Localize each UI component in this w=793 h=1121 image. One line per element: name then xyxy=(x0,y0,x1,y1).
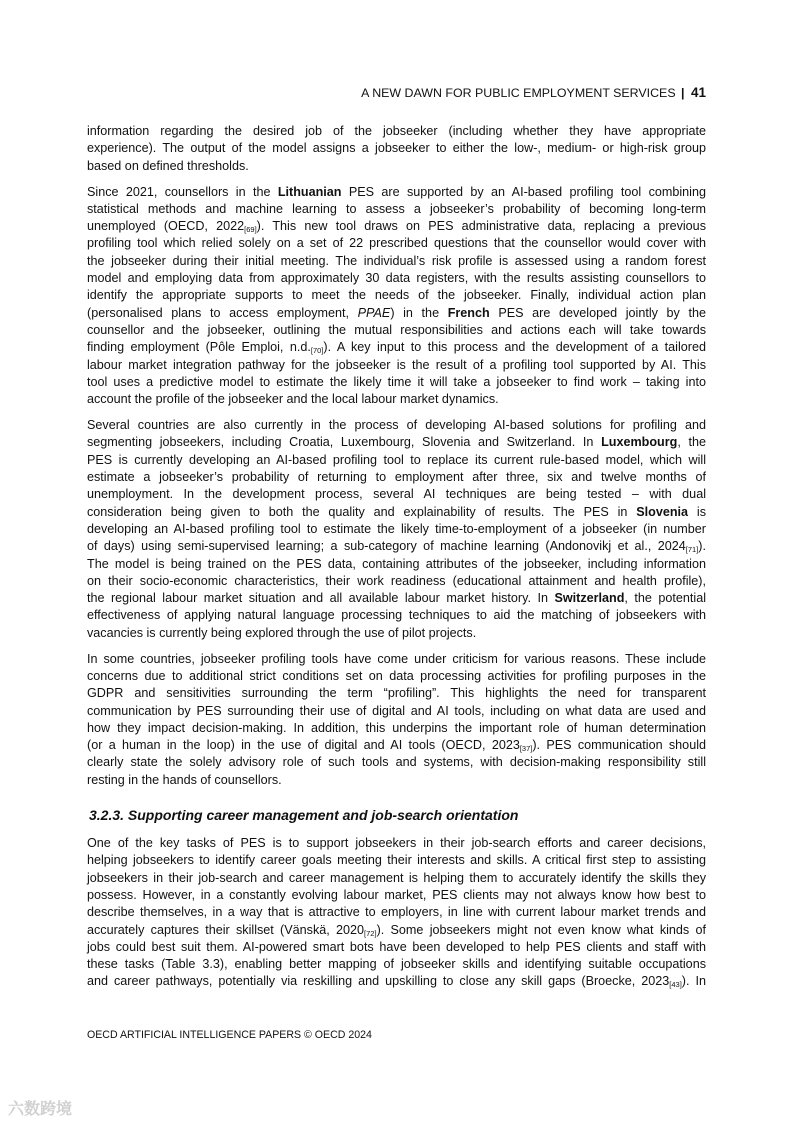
text-run: PES are supported by an AI-based profiling tool combining xyxy=(341,184,706,199)
text-run: is xyxy=(688,504,707,519)
text-run: unemployed (OECD, 2022 xyxy=(87,219,245,234)
text-line xyxy=(87,720,706,737)
text-run: ). A key input to this process and the development of a tailored xyxy=(323,340,706,355)
text-run: tool uses a predictive model to estimate the likely time it will take a jobseeker to find work – taking into xyxy=(87,374,706,389)
text-run: helping jobseekers to identify career goals meeting their interests and skills. A critical first step to assisting xyxy=(87,853,706,868)
text-run: One of the key tasks of PES is to support jobseekers in their job-search efforts and career decisions, xyxy=(87,836,706,851)
text-line xyxy=(87,469,706,486)
text-line xyxy=(87,417,706,434)
text-line xyxy=(87,887,706,904)
text-run: GDPR and sensitivities surrounding the term “profiling”. This highlights the need for transparent xyxy=(87,686,706,701)
text-run: PES is currently developing an AI-based profiling tool to replace its current rule-based model, which will xyxy=(87,452,706,467)
text-line xyxy=(87,434,706,451)
text-line xyxy=(87,590,706,607)
text-line xyxy=(87,668,706,685)
text-run: statistical methods and machine learning to assess a jobseeker’s probability of becoming long-term xyxy=(87,201,706,216)
italic-term: PPAE xyxy=(357,305,391,320)
section-heading: 3.2.3. Supporting career management and job-search orientation xyxy=(89,807,519,824)
text-run: ). PES communication should xyxy=(532,738,706,753)
text-line xyxy=(87,504,706,521)
text-run: identify the appropriate supports to meet the needs of the jobseeker. Finally, individual action plan xyxy=(87,288,706,303)
page-body xyxy=(87,123,706,999)
text-run: estimate a jobseeker’s probability of returning to employment after three, six and twelve months of xyxy=(87,470,706,485)
text-line xyxy=(87,305,706,322)
text-run: the jobseeker during their initial meeting. The individual’s risk profile is assessed using a random forest xyxy=(87,253,706,268)
bold-term: Lithuanian xyxy=(277,184,342,199)
text-line xyxy=(87,607,706,624)
text-run: on their socio-economic characteristics, their work readiness (educational attainment and health profile), xyxy=(87,573,706,588)
text-run: profiling tool which relied solely on a set of 22 prescribed questions that the counsellor would cover with xyxy=(87,236,706,251)
text-run: In some countries, jobseeker profiling tools have come under criticism for various reasons. These include xyxy=(87,651,706,666)
citation-ref: [69] xyxy=(244,225,257,235)
text-line xyxy=(87,737,706,754)
text-run: vacancies is currently being explored through the use of pilot projects. xyxy=(87,625,477,640)
text-run: based on defined thresholds. xyxy=(87,158,249,173)
paragraphs-after-heading xyxy=(87,835,706,991)
text-run: counsellor and the jobseeker, outlining the mutual responsibilities and actions each will take towards xyxy=(87,322,706,337)
text-run: possess. However, in a constantly evolving labour market, PES clients may not always know how best to xyxy=(87,887,706,902)
text-line xyxy=(87,772,706,789)
text-line xyxy=(87,339,706,356)
paragraph xyxy=(87,835,706,991)
text-line xyxy=(87,956,706,973)
text-line xyxy=(87,625,706,642)
paragraph xyxy=(87,123,706,175)
paragraph xyxy=(87,651,706,789)
text-line xyxy=(87,184,706,201)
text-line xyxy=(87,270,706,287)
text-run: ) in the xyxy=(390,305,448,320)
text-line xyxy=(87,374,706,391)
text-run: concerns due to additional strict conditions set on data processing activities for profiling purposes in the xyxy=(87,668,706,683)
text-run: describe themselves, in a way that is attractive to employers, in line with current labour market trends and xyxy=(87,905,706,920)
text-run: labour market integration pathway for the jobseeker is the result of a profiling tool supported by AI. This xyxy=(87,357,706,372)
text-run: segmenting jobseekers, including Croatia, Luxembourg, Slovenia and Switzerland. In xyxy=(87,435,602,450)
text-line xyxy=(87,521,706,538)
text-run: and career pathways, potentially via reskilling and upskilling to close any skill gaps (Broecke, 2023 xyxy=(87,974,670,989)
text-run: unemployment. In the development process, several AI techniques are being tested – with dual xyxy=(87,487,706,502)
paragraph xyxy=(87,184,706,409)
text-run: jobseekers in their job-search and career management is helping them to accurately identify the skills they xyxy=(87,870,706,885)
running-header xyxy=(361,85,706,100)
text-run: of days) using semi-supervised learning; a sub-category of machine learning (Andonovikj et al., 2024 xyxy=(87,539,686,554)
text-run: ). This new tool draws on PES administrative data, replacing a previous xyxy=(256,219,706,234)
text-line xyxy=(87,287,706,304)
text-run: consideration being given to both the quality and explainability of results. The PES in xyxy=(87,504,637,519)
text-run: accurately captures their skillset (Vänskä, 2020 xyxy=(87,922,365,937)
bold-term: Slovenia xyxy=(636,504,689,519)
text-line xyxy=(87,253,706,270)
page-number: 41 xyxy=(690,85,706,100)
page-footer: OECD ARTIFICIAL INTELLIGENCE PAPERS © OECD 2024 xyxy=(87,1029,372,1041)
text-run: the regional labour market situation and all available labour market history. In xyxy=(87,591,555,606)
text-run: ). xyxy=(698,539,706,554)
text-run: , the xyxy=(677,435,706,450)
text-line xyxy=(87,852,706,869)
text-line xyxy=(87,870,706,887)
text-run: Since 2021, counsellors in the xyxy=(87,184,278,199)
text-line xyxy=(87,703,706,720)
citation-ref: [72] xyxy=(364,928,377,938)
text-run: ). In xyxy=(681,974,706,989)
text-run: these tasks (Table 3.3), enabling better mapping of jobseeker skills and identifying suitable occupations xyxy=(87,957,706,972)
text-line xyxy=(87,573,706,590)
text-line xyxy=(87,123,706,140)
text-line xyxy=(87,685,706,702)
text-line xyxy=(87,973,706,990)
bold-term: Switzerland xyxy=(554,591,625,606)
text-run: model and employing data from approximately 30 data registers, with the results assisting counsellors to xyxy=(87,271,706,286)
citation-ref: [43] xyxy=(669,980,682,990)
text-line xyxy=(87,556,706,573)
text-line xyxy=(87,140,706,157)
text-line xyxy=(87,486,706,503)
citation-ref: [37] xyxy=(519,744,533,754)
text-run: The model is being trained on the PES data, containing attributes of the jobseeker, including information xyxy=(87,556,706,571)
text-run: finding employment (Pôle Emploi, n.d. xyxy=(87,340,311,355)
text-run: effectiveness of applying natural language processing techniques to aid the matching of jobseekers with xyxy=(87,608,706,623)
text-run: experience). The output of the model assigns a jobseeker to either the low-, medium- or high-risk group xyxy=(87,141,706,156)
text-run: clearly state the solely advisory role of such tools and systems, with decision-making responsibility still xyxy=(87,755,706,770)
text-run: communication by PES surrounding their use of digital and AI tools, including on what data are used and xyxy=(87,703,706,718)
text-run: information regarding the desired job of the jobseeker (including whether they have appropriate xyxy=(87,124,706,138)
text-run: Several countries are also currently in the process of developing AI-based solutions for profiling and xyxy=(87,418,706,433)
text-line xyxy=(87,922,706,939)
text-run: (personalised plans to access employment, xyxy=(87,305,358,320)
text-line xyxy=(87,452,706,469)
text-run: how they impact decision-making. In addition, this underpins the important role of human determination xyxy=(87,720,706,735)
citation-ref: [70] xyxy=(310,346,324,356)
text-line xyxy=(87,538,706,555)
text-line xyxy=(87,158,706,175)
paragraphs-before-heading xyxy=(87,123,706,789)
text-run: account the profile of the jobseeker and the local labour market dynamics. xyxy=(87,392,499,407)
text-line xyxy=(87,904,706,921)
text-run: (or a human in the loop) in the use of digital and AI tools (OECD, 2023 xyxy=(87,738,520,753)
text-run: , the potential xyxy=(624,591,706,606)
bold-term: Luxembourg xyxy=(601,435,678,450)
bold-term: French xyxy=(447,305,490,320)
text-run: resting in the hands of counsellors. xyxy=(87,772,282,787)
watermark-logo: 六数跨境 xyxy=(8,1101,73,1118)
header-separator: | xyxy=(681,86,685,100)
text-line xyxy=(87,939,706,956)
text-line xyxy=(87,754,706,771)
text-line xyxy=(87,651,706,668)
text-line xyxy=(87,218,706,235)
text-line xyxy=(87,391,706,408)
text-run: ). Some jobseekers might not even know what kinds of xyxy=(376,922,706,937)
text-run: developing an AI-based profiling tool to estimate the likely time-to-employment of a jobseeker (in number xyxy=(87,521,706,536)
text-run: PES are developed jointly by the xyxy=(489,305,706,320)
text-line xyxy=(87,357,706,374)
header-title: A NEW DAWN FOR PUBLIC EMPLOYMENT SERVICES xyxy=(361,86,676,100)
paragraph xyxy=(87,417,706,642)
text-line xyxy=(87,201,706,218)
text-run: jobs could best suit them. AI-powered smart bots have been developed to help PES clients and staff with xyxy=(87,939,706,954)
citation-ref: [71] xyxy=(685,545,699,555)
text-line xyxy=(87,835,706,852)
text-line xyxy=(87,322,706,339)
text-line xyxy=(87,235,706,252)
